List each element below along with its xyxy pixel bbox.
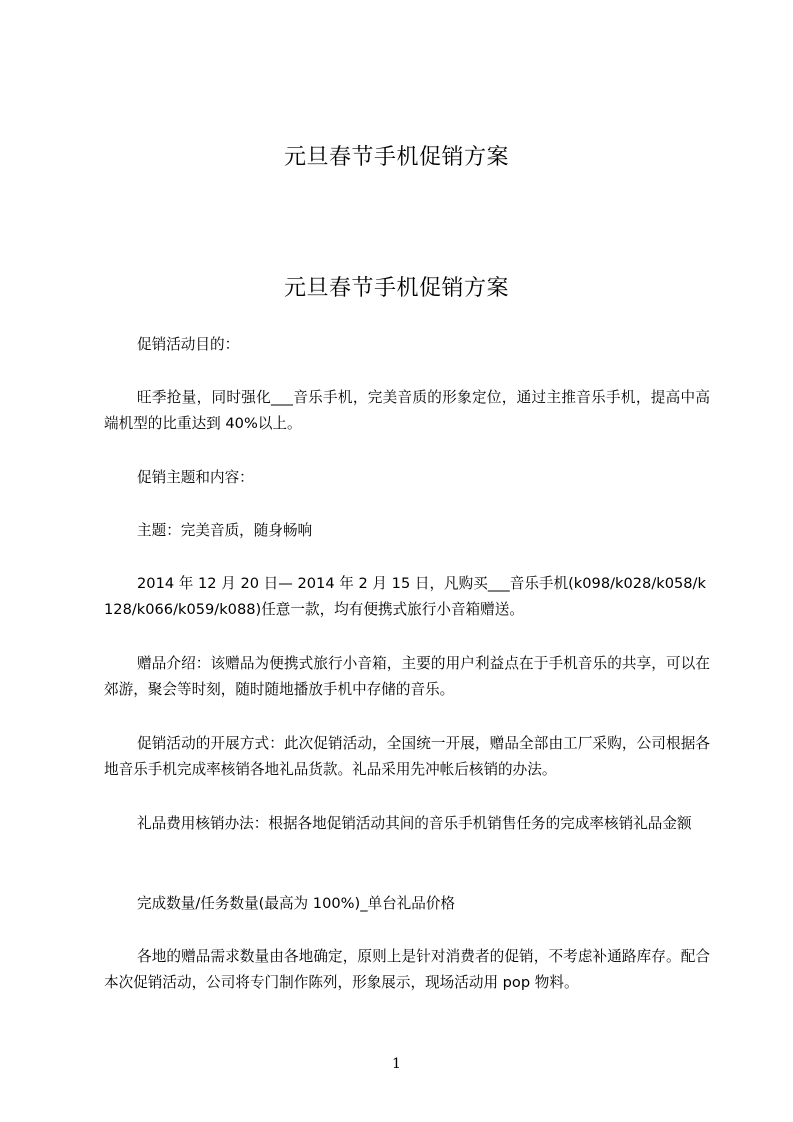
paragraph-cost-writeoff: 礼品费用核销办法：根据各地促销活动其间的音乐手机销售任务的完成率核销礼品金额 xyxy=(137,815,692,832)
paragraph-formula: 完成数量/任务数量(最高为 100%)_单台礼品价格 xyxy=(137,895,456,912)
paragraph-theme-heading: 促销主题和内容： xyxy=(137,469,254,486)
paragraph-gift-demand: 各地的赠品需求数量由各地确定，原则上是针对消费者的促销，不考虑补通路库存。配合本次促销活动，公司将专门制作陈列，形象展示，现场活动用 pop 物料。 xyxy=(104,948,710,991)
page-number: 1 xyxy=(392,1056,401,1072)
paragraph-gift-intro: 赠品介绍：该赠品为便携式旅行小音箱，主要的用户利益点在于手机音乐的共享，可以在郊游，聚会等时刻，随时随地播放手机中存储的音乐。 xyxy=(104,655,710,698)
paragraph-purpose-heading: 促销活动目的： xyxy=(137,336,240,353)
document-heading: 元旦春节手机促销方案 xyxy=(283,276,509,301)
paragraph-theme: 主题：完美音质，随身畅响 xyxy=(137,522,313,539)
paragraph-execution-method: 促销活动的开展方式：此次促销活动，全国统一开展，赠品全部由工厂采购，公司根据各地音乐手机完成率核销各地礼品货款。礼品采用先冲帐后核销的办法。 xyxy=(104,735,710,778)
paragraph-promotion-period: 2014 年 12 月 20 日— 2014 年 2 月 15 日，凡购买___音乐手机(k098/k028/k058/k128/k066/k059/k088)任意一款，均有便携式旅行小音箱赠送。 xyxy=(104,575,706,618)
paragraph-purpose: 旺季抢量，同时强化___音乐手机，完美音质的形象定位，通过主推音乐手机，提高中高端机型的比重达到 40%以上。 xyxy=(104,389,710,432)
cover-title: 元旦春节手机促销方案 xyxy=(283,145,509,170)
